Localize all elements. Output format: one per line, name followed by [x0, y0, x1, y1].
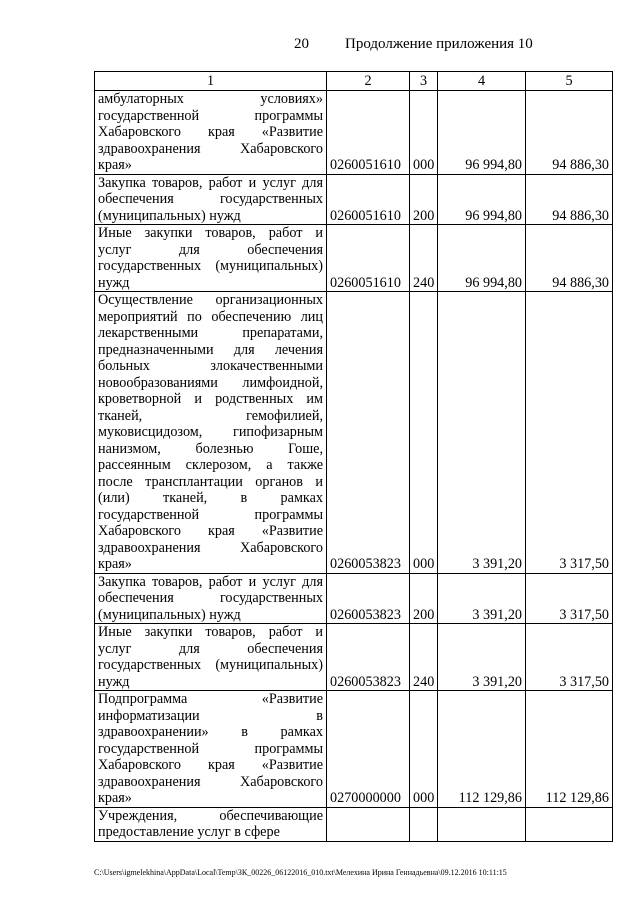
row-name-line: Хабаровского края «Развитие [98, 124, 323, 140]
amount-column-4: 96 994,80 [438, 91, 526, 175]
row-name-line: здравоохранения Хабаровского [98, 539, 323, 556]
table-row [95, 807, 613, 841]
row-name-line: здравоохранения Хабаровского [98, 773, 323, 790]
target-article-code: 0260051610 [327, 174, 410, 225]
amount-column-5: 94 886,30 [526, 225, 613, 292]
amount-column-4: 3 391,20 [438, 624, 526, 691]
table-row [95, 292, 613, 574]
amount-column-5: 3 317,50 [526, 573, 613, 624]
row-name-line: предназначенными для лечения [98, 341, 323, 358]
document-path-footer: C:\Users\igmelekhina\AppData\Local\Temp\ЗК_00226_06122016_010.txt\Мелехина Ирина Геннадьевна\09.12.2016 10:11:15 [94, 868, 507, 877]
table-row [95, 91, 613, 175]
expense-type-code: 200 [410, 573, 438, 624]
table-row [95, 174, 613, 225]
column-header: 1 [95, 72, 327, 91]
row-name-line: края» [98, 157, 132, 173]
amount-column-4 [438, 807, 526, 841]
amount-column-5: 94 886,30 [526, 91, 613, 175]
row-name-cell [95, 573, 327, 624]
row-name-line: (муниципальных) нужд [98, 207, 241, 224]
row-name-line: новообразованиями лимфоидной, [98, 374, 323, 391]
target-article-code: 0260053823 [327, 624, 410, 691]
amount-column-5 [526, 807, 613, 841]
budget-table [94, 71, 613, 842]
row-name-line: государственных (муниципальных) [98, 657, 323, 673]
row-name-line: нужд [98, 274, 130, 291]
row-name-line: лекарственными препаратами, [98, 325, 323, 341]
row-name-line: (муниципальных) нужд [98, 606, 241, 623]
table-row [95, 225, 613, 292]
row-name-line: Осуществление организационных [98, 292, 323, 308]
target-article-code: 0260053823 [327, 573, 410, 624]
amount-column-4: 96 994,80 [438, 174, 526, 225]
column-header: 4 [438, 72, 526, 91]
target-article-code: 0270000000 [327, 691, 410, 808]
row-name-line: тканей, гемофилией, [98, 407, 323, 424]
expense-type-code: 240 [410, 624, 438, 691]
table-row [95, 691, 613, 808]
target-article-code [327, 807, 410, 841]
row-name-line: Закупка товаров, работ и услуг для [98, 174, 323, 191]
row-name-line: после трансплантации органов и [98, 473, 323, 490]
amount-column-5: 3 317,50 [526, 292, 613, 574]
row-name-line: нанизмом, болезнью Гоше, [98, 440, 323, 457]
row-name-line: государственной программы [98, 107, 323, 124]
amount-column-4: 96 994,80 [438, 225, 526, 292]
table-row [95, 624, 613, 691]
appendix-continuation-title: Продолжение приложения 10 [345, 36, 533, 52]
row-name-line: рассеянным склерозом, а также [98, 457, 323, 473]
target-article-code: 0260051610 [327, 91, 410, 175]
row-name-line: больных злокачественными [98, 358, 323, 374]
row-name-line: обеспечения государственных [98, 191, 323, 207]
row-name-line: услуг для обеспечения [98, 241, 323, 258]
row-name-line: муковисцидозом, гипофизарным [98, 424, 323, 440]
row-name-line: кроветворной и родственных им [98, 391, 323, 407]
row-name-line: (или) тканей, в рамках [98, 490, 323, 506]
budget-table-body [95, 72, 613, 842]
table-row [95, 573, 613, 624]
row-name-line: Хабаровского края «Развитие [98, 523, 323, 539]
amount-column-5: 3 317,50 [526, 624, 613, 691]
amount-column-5: 112 129,86 [526, 691, 613, 808]
expense-type-code: 000 [410, 691, 438, 808]
row-name-line: мероприятий по обеспечению лиц [98, 308, 323, 325]
row-name-line: здравоохранения Хабаровского [98, 140, 323, 157]
amount-column-4: 112 129,86 [438, 691, 526, 808]
row-name-line: Хабаровского края «Развитие [98, 757, 323, 773]
row-name-cell [95, 174, 327, 225]
page-header [0, 36, 640, 58]
expense-type-code: 240 [410, 225, 438, 292]
row-name-line: государственной программы [98, 506, 323, 523]
column-header: 3 [410, 72, 438, 91]
row-name-line: государственной программы [98, 740, 323, 757]
row-name-line: Иные закупки товаров, работ и [98, 225, 323, 241]
row-name-line: края» [98, 790, 132, 806]
row-name-line: Закупка товаров, работ и услуг для [98, 573, 323, 590]
row-name-line: информатизации в [98, 707, 323, 724]
amount-column-5: 94 886,30 [526, 174, 613, 225]
row-name-line: Учреждения, обеспечивающие [98, 807, 323, 824]
row-name-line: предоставление услуг в сфере [98, 824, 280, 840]
row-name-line: амбулаторных условиях» [98, 91, 323, 107]
row-name-line: обеспечения государственных [98, 590, 323, 606]
row-name-line: Подпрограмма «Развитие [98, 691, 323, 707]
row-name-cell [95, 292, 327, 574]
expense-type-code [410, 807, 438, 841]
amount-column-4: 3 391,20 [438, 573, 526, 624]
row-name-line: Иные закупки товаров, работ и [98, 624, 323, 640]
row-name-line: нужд [98, 673, 130, 690]
row-name-cell [95, 807, 327, 841]
expense-type-code: 000 [410, 91, 438, 175]
row-name-cell [95, 624, 327, 691]
row-name-cell [95, 225, 327, 292]
target-article-code: 0260053823 [327, 292, 410, 574]
expense-type-code: 000 [410, 292, 438, 574]
row-name-cell [95, 91, 327, 175]
table-header-row [95, 72, 613, 91]
amount-column-4: 3 391,20 [438, 292, 526, 574]
row-name-line: государственных (муниципальных) [98, 258, 323, 274]
row-name-line: услуг для обеспечения [98, 640, 323, 657]
row-name-cell [95, 691, 327, 808]
column-header: 5 [526, 72, 613, 91]
row-name-line: края» [98, 556, 132, 572]
target-article-code: 0260051610 [327, 225, 410, 292]
column-header: 2 [327, 72, 410, 91]
page-number: 20 [294, 36, 309, 52]
row-name-line: здравоохранении» в рамках [98, 724, 323, 740]
expense-type-code: 200 [410, 174, 438, 225]
